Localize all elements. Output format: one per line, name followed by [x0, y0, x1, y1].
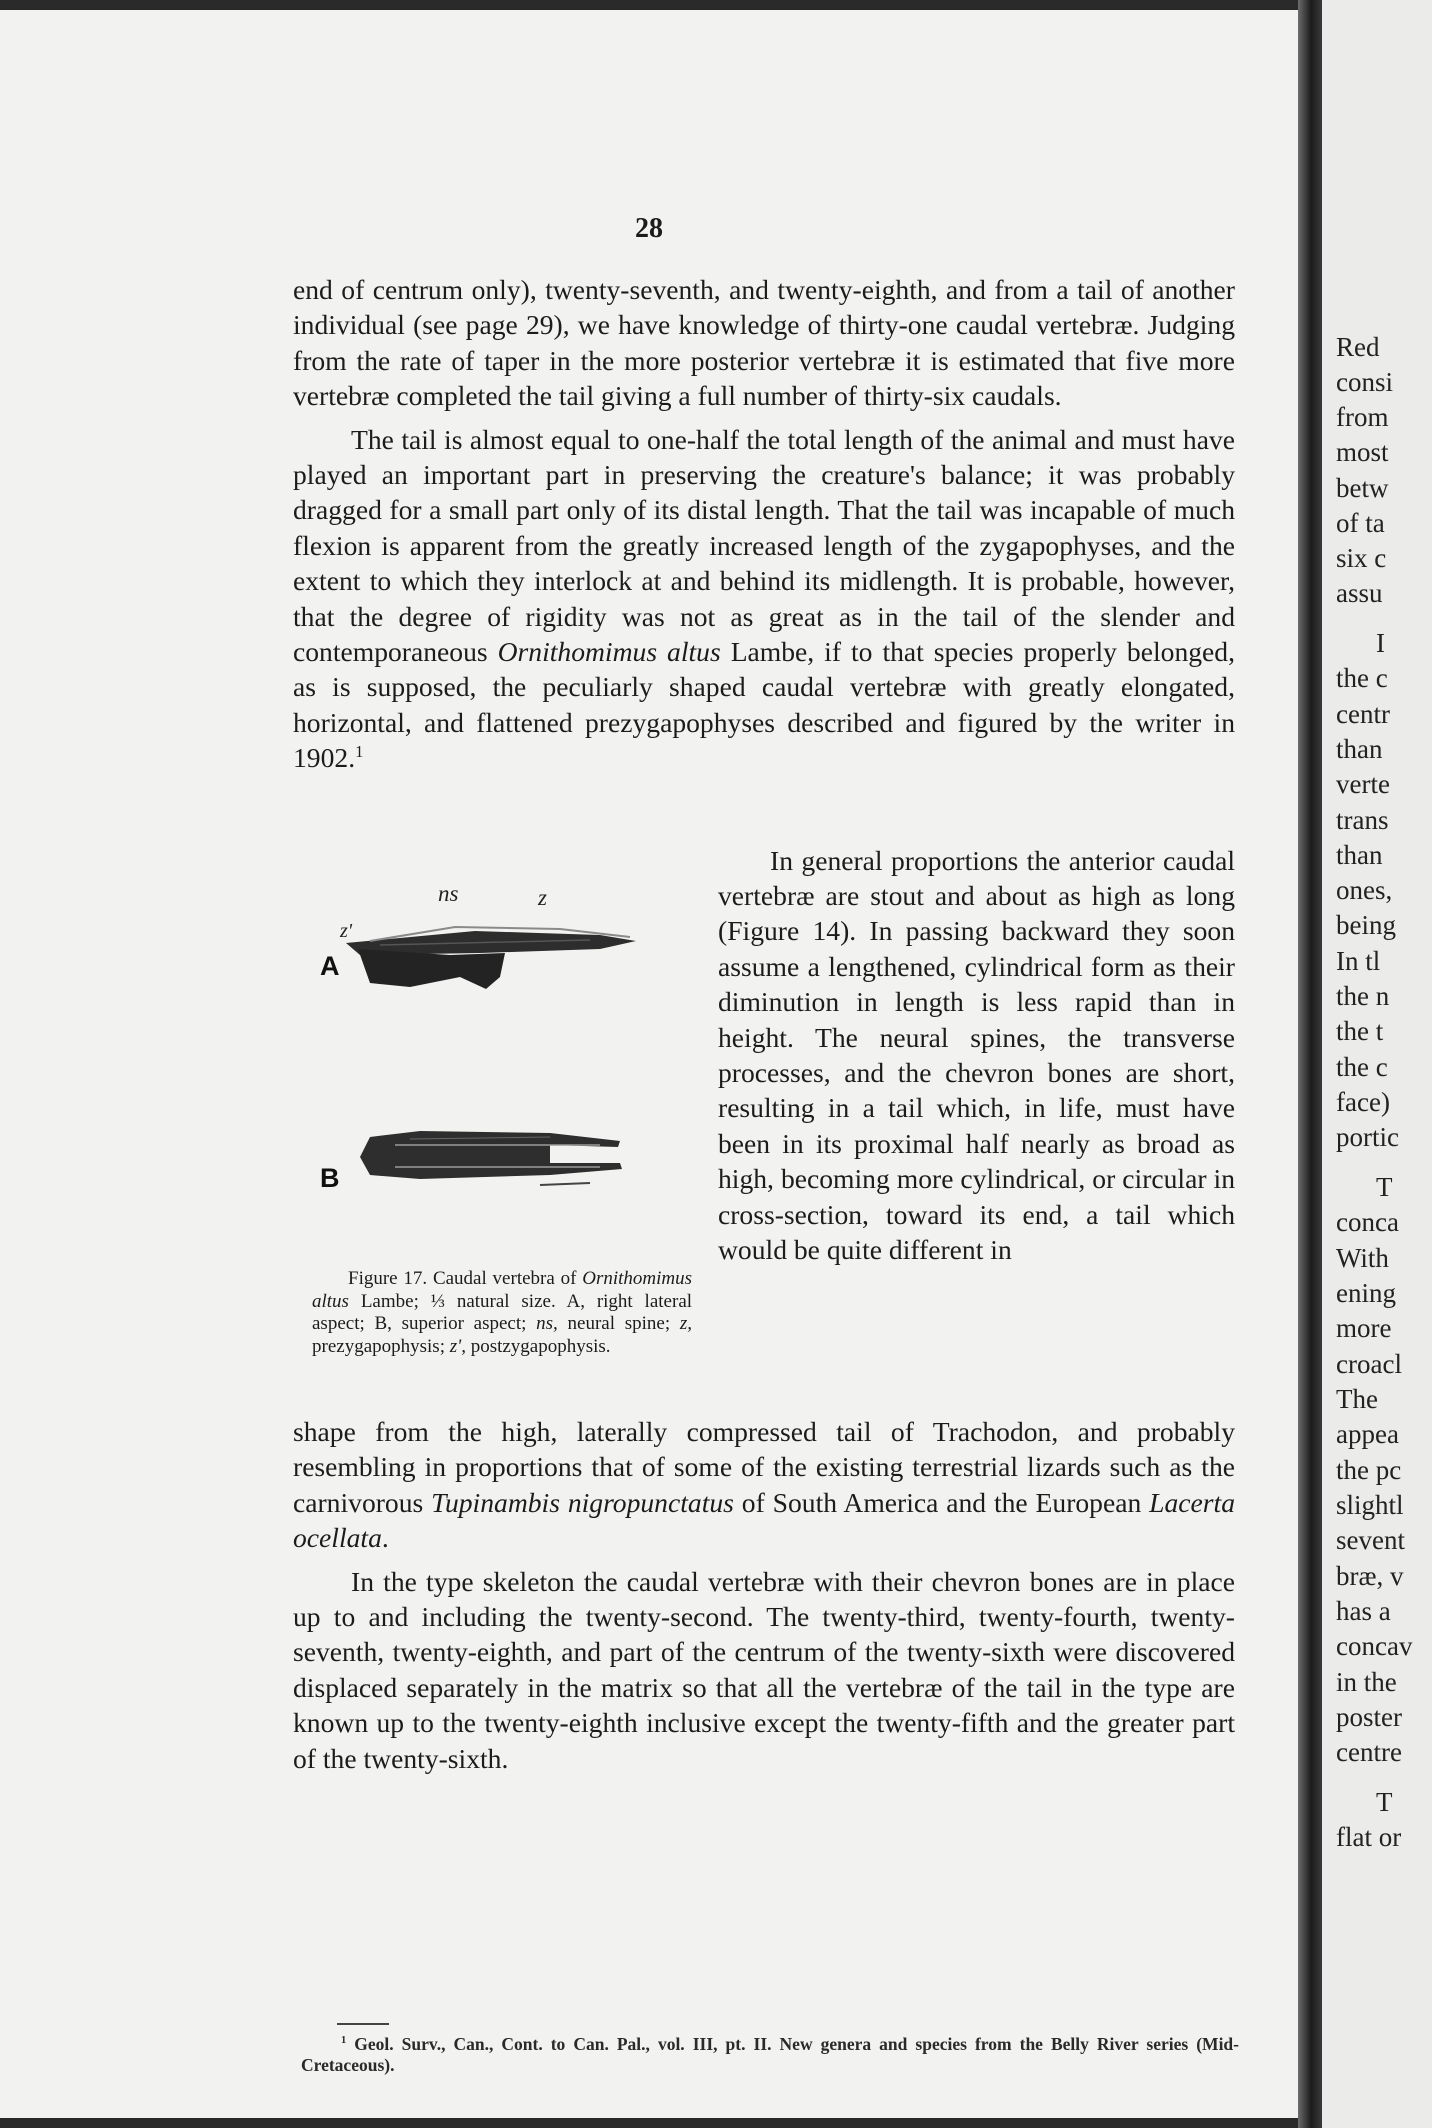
figure-17-caption: Figure 17. Caudal vertebra of Ornithomimus altus Lambe; ⅓ natural size. A, right lateral aspect; B, superior aspect; ns, neural spine; z, prezygapophysis; z', postzygapophysis. [312, 1268, 693, 1357]
adjacent-page-line: most [1336, 437, 1389, 467]
paragraph-1: end of centrum only), twenty-seventh, and twenty-eighth, and from a tail of another individual (see page 29), we have knowledge of thirty-one caudal vertebræ. Judging from the rate of taper in the more posterior vertebræ it is estimated that five more vertebræ completed the tail giving a full number of thirty-six caudals. [293, 274, 1235, 412]
adjacent-page-line: the c [1336, 1052, 1388, 1082]
adjacent-page-line: the pc [1336, 1455, 1402, 1485]
adjacent-page-fragment [1322, 0, 1432, 2128]
adjacent-page-line: trans [1336, 805, 1389, 835]
adjacent-page-line: the t [1336, 1016, 1384, 1046]
paragraph-3-continued: shape from the high, laterally compressed tail of Trachodon, and probably resembling in proportions that of some of the existing terrestrial lizards such as the carnivorous Tupinambis nigropunctatus of South America and the European Lacerta ocellata. [293, 1416, 1235, 1554]
adjacent-page-line: portic [1336, 1122, 1399, 1152]
figure-label-a: A [320, 951, 340, 981]
figure-label-z: z [538, 885, 547, 910]
adjacent-page-line: In tl [1336, 946, 1381, 976]
adjacent-page-line: flat or [1336, 1822, 1402, 1852]
adjacent-page-line: betw [1336, 473, 1389, 503]
figure-label-ns: ns [438, 881, 459, 906]
body-text-top [293, 272, 1235, 776]
adjacent-page-line: The [1336, 1384, 1378, 1414]
adjacent-page-line: the c [1336, 663, 1388, 693]
adjacent-page-line: from [1336, 402, 1389, 432]
adjacent-page-line: being [1336, 910, 1396, 940]
paragraph-3-wrapped: In general proportions the anterior caudal vertebræ are stout and about as high as long (Figure 14). In passing backward they soon assume a lengthened, cylindrical form as their diminution in length is less rapid than in height. The neural spines, the transverse processes, and the chevron bones are short, resulting in a tail which, in life, must have been in its proximal half nearly as broad as high, becoming more cylindrical, or circular in cross-section, toward its end, a tail which would be quite different in [718, 844, 1235, 1266]
adjacent-page-line: six c [1336, 543, 1387, 573]
adjacent-page-line: I [1376, 628, 1385, 658]
bottom-scan-edge [0, 2118, 1298, 2128]
adjacent-page-line: croacl [1336, 1349, 1402, 1379]
footnote-marker: 1 [355, 742, 364, 762]
adjacent-page-line: bræ, v [1336, 1561, 1404, 1591]
adjacent-page-line: assu [1336, 578, 1383, 608]
figure-label-z-prime: z' [340, 920, 353, 942]
vertebra-superior-view [360, 1131, 622, 1185]
adjacent-page-line: poster [1336, 1702, 1402, 1732]
figure-17-illustration [300, 845, 690, 1255]
adjacent-page-line: centr [1336, 699, 1390, 729]
adjacent-page-line: of ta [1336, 508, 1385, 538]
adjacent-page-line: than [1336, 840, 1383, 870]
adjacent-page-line: appea [1336, 1419, 1399, 1449]
adjacent-page-line: face) [1336, 1087, 1390, 1117]
adjacent-page-line: has a [1336, 1596, 1391, 1626]
adjacent-page-line: the n [1336, 981, 1390, 1011]
page-fold-gutter [1298, 0, 1322, 2128]
figure-label-b: B [320, 1163, 340, 1193]
adjacent-page-line: centre [1336, 1737, 1402, 1767]
adjacent-page-line: more [1336, 1313, 1392, 1343]
adjacent-page-line: With [1336, 1243, 1389, 1273]
adjacent-page-line: T [1376, 1172, 1393, 1202]
paragraph-4: In the type skeleton the caudal vertebræ with their chevron bones are in place up to and including the twenty-second. The twenty-third, twenty-fourth, twenty-seventh, twenty-eighth, and part of the centrum of the twenty-sixth were discovered displaced separately in the matrix so that all the vertebræ of the tail in the type are known up to the twenty-eighth inclusive except the twenty-fifth and the greater part of the twenty-sixth. [293, 1565, 1235, 1774]
vertebra-lateral-view [346, 927, 636, 989]
footnote-rule [337, 2023, 389, 2025]
adjacent-page-line: verte [1336, 769, 1390, 799]
adjacent-page-line: T [1376, 1787, 1393, 1817]
adjacent-page-line: ening [1336, 1278, 1396, 1308]
adjacent-page-line: consi [1336, 367, 1393, 397]
footnote: $^1$ Geol. Surv., Can., Cont. to Can. Pal., vol. III, pt. II. New genera and species from the Belly River series (Mid-Cretaceous). [301, 2034, 1239, 2075]
adjacent-page-line: ones, [1336, 875, 1393, 905]
body-text-bottom [293, 1414, 1235, 1776]
adjacent-page-line: than [1336, 734, 1383, 764]
page-number: 28 [635, 213, 663, 244]
adjacent-page-line: Red [1336, 332, 1380, 362]
adjacent-page-line: sevent [1336, 1525, 1405, 1555]
top-scan-edge [0, 0, 1298, 10]
adjacent-page-line: conca [1336, 1207, 1399, 1237]
adjacent-page-line: in the [1336, 1667, 1397, 1697]
adjacent-page-line: slightl [1336, 1490, 1404, 1520]
paragraph-2: The tail is almost equal to one-half the total length of the animal and must have played an important part in preserving the creature's balance; it was probably dragged for a small part only of its distal length. That the tail was incapable of much flexion is apparent from the greatly increased length of the zygapophyses, and the extent to which they interlock at and behind its midlength. It is probable, however, that the degree of rigidity was not as great as in the tail of the slender and contemporaneous Ornithomimus altus Lambe, if to that species properly belonged, as is supposed, the peculiarly shaped caudal vertebræ with greatly elongated, horizontal, and flattened prezygapophyses described and figured by the writer in 1902.$^1$ [293, 423, 1235, 774]
adjacent-page-line: concav [1336, 1631, 1413, 1661]
